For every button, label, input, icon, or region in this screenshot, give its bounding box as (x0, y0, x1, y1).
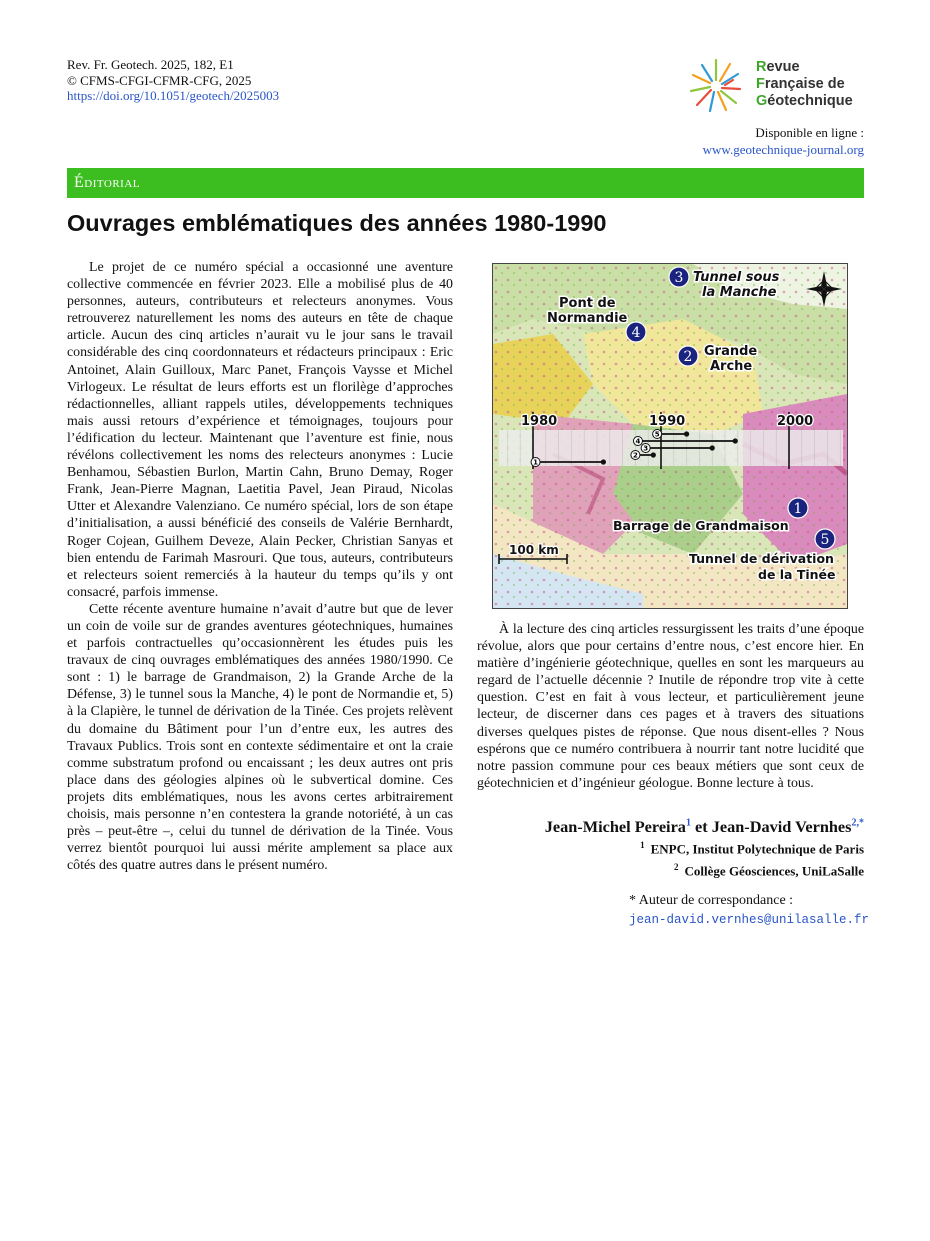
project-marker-4 (626, 322, 646, 342)
timeline-year-label: 1990 (649, 414, 686, 429)
author-name: Jean-David Vernhes (711, 817, 852, 836)
timeline-bar-end (601, 459, 606, 464)
right-column (477, 621, 864, 792)
project-label: de la Tinée (758, 567, 836, 582)
timeline-bar-label: 4 (635, 437, 641, 446)
svg-text:4: 4 (631, 325, 641, 341)
timeline-bar-end (684, 431, 689, 436)
project-marker-5 (815, 529, 835, 549)
svg-text:3: 3 (674, 270, 684, 286)
journal-website-link[interactable]: www.geotechnique-journal.org (702, 142, 864, 157)
author-name: Jean-Michel Pereira (544, 817, 686, 836)
timeline-bar-label: 5 (654, 430, 660, 439)
authors-line: Jean-Michel Pereira$^1$ et Jean-David Vernhes$^{2,*}$ (544, 817, 864, 836)
paragraph: À la lecture des cinq articles ressurgissent les traits d’une époque révolue, alors que pour certains d’entre nous, c’est encore hier. En matière d’ingénierie géotechnique, quelles en sont les marqueurs au regard de l’actuelle décennie ? Inutile de répondre trop vite à cette question. C’est en fait à vous lecteur, et particulièrement jeune lecteur, de discerner dans ces pages et à travers des situations diverses quelques pistes de réponse. Que nous disent-elles ? Nous espérons que ce numéro contribuera à nourrir tant notre lucidité que notre passion commune pour ces beaux métiers que sont ceux de géotechnicien et d’ingénieur géologue. Bonne lecture à tous. (477, 622, 864, 791)
project-label: Normandie (547, 311, 628, 326)
citation-block (67, 57, 279, 104)
timeline-bar-label: 2 (632, 451, 638, 460)
geological-map (493, 264, 847, 608)
timeline-bar-label: 3 (643, 444, 649, 453)
project-marker-2 (678, 346, 698, 366)
project-label: Pont de (559, 296, 616, 311)
author-affiliation-ref: 2,* (851, 817, 864, 829)
affiliation: $^2$ Collège Géosciences, UniLaSalle (674, 862, 864, 879)
project-label: Tunnel de dérivation (689, 551, 834, 566)
timeline-bar-end (651, 452, 656, 457)
project-label: Arche (710, 359, 753, 374)
project-map-figure (492, 263, 848, 609)
correspondence-label: * Auteur de correspondance : (629, 893, 794, 908)
project-label: Grande (704, 344, 758, 359)
availability-block (703, 124, 864, 158)
project-label: la Manche (702, 285, 777, 300)
timeline-bar-end (733, 438, 738, 443)
svg-text:5: 5 (820, 532, 830, 548)
article-title: Ouvrages emblématiques des années 1980-1990 (67, 210, 607, 236)
paragraph: Cette récente aventure humaine n’avait d’autre but que de lever un coin de voile sur de grandes aventures géotechniques, humaines et parfois contractuelles qu’occasionnèrent les études puis les travaux de cinq ouvrages emblématiques des années 1980/1990. Ce sont : 1) le barrage de Grandmaison, 2) la Grande Arche de la Défense, 3) le tunnel sous la Manche, 4) le pont de Normandie et, 5) à la Clapière, le tunnel de dérivation de la Tinée. Ces projets relèvent du domaine du Bâtiment pour l’un d’entre eux, les autres des Travaux Publics. Trois sont en contexte sédimentaire et ont la craie comme substratum profond ou encaissant ; les deux autres ont pris place dans des géologies alpines où le subvertical domine. Ces projets dits emblématiques, nous les avons certes arbitrairement choisis, mais personne n’en contestera la grande notoriété, à un cas près – peut-être –, celui du tunnel de dérivation de la Tinée. Vous verrez bientôt pourquoi lui aussi mérite amplement sa place aux côtés des quatre autres dans le présent numéro. (67, 601, 453, 874)
affiliation: $^1$ ENPC, Institut Polytechnique de Paris (640, 840, 864, 857)
project-label: Barrage de Grandmaison (613, 518, 789, 533)
correspondence-email-link[interactable]: jean-david.vernhes@unilasalle.fr (629, 913, 870, 927)
svg-text:1: 1 (793, 501, 803, 517)
journal-logo-text: Revue Française de Géotechnique (756, 59, 853, 109)
svg-text:2: 2 (683, 349, 693, 365)
timeline-bar-end (710, 445, 715, 450)
paragraph: Le projet de ce numéro spécial a occasionné une aventure collective commencée en février 2023. Elle a mobilisé plus de 40 personnes, auteurs, contributeurs et relecteurs anonymes. Vous retrouverez naturellement les noms des auteurs en tête de chaque article. Aucun des cinq articles n’aurait vu le jour sans le travail considérable des cinq coordonnateurs et rédacteurs principaux : Eric Antoinet, Alain Guilloux, Marc Panet, François Vaysse et Michel Virlogeux. Le résultat de leurs efforts est un florilège d’approches rédactionnelles, alliant rappels utiles, développements techniques mais aussi retours d’expérience et témoignages, toujours pour l’édification du lecteur. Maintenant que l’aventure est finie, nous révélons collectivement les noms des relecteurs anonymes : Lucie Benhamou, Sébastien Burlon, Martin Cahn, Bruno Demay, Roger Frank, Jean-Pierre Magnan, Laetitia Pavel, Jean Piraud, Nicolas Utter et Alexandre Valenziano. Ce numéro spécial, lors de son étape d’initialisation, a aussi bénéficié des conseils de Valérie Bernhardt, Roger Cojean, Guilhem Deveze, Alain Pecker, Christian Sanyas et bien entendu de Farimah Masrouri. Que tous, auteurs, contributeurs et relecteurs soient remerciés à la hauteur du temps qu’ils y ont consacré, parfois immense. (67, 260, 453, 600)
scale-label: 100 km (509, 543, 559, 557)
author-affiliation-ref: 1 (685, 817, 691, 829)
project-label: Tunnel sous (693, 270, 780, 285)
timeline-year-label: 2000 (777, 414, 814, 429)
section-banner (67, 168, 864, 198)
timeline-bar-label: 1 (533, 458, 538, 467)
citation-journal: Rev. Fr. Geotech. 2025, 182, E1 (67, 57, 234, 72)
section-label: Éditorial (74, 174, 141, 191)
timeline-year-label: 1980 (521, 414, 558, 429)
project-marker-1 (788, 498, 808, 518)
citation-copyright: © CFMS-CFGI-CFMR-CFG, 2025 (67, 72, 252, 88)
left-column (67, 259, 453, 874)
doi-link[interactable]: https://doi.org/10.1051/geotech/2025003 (67, 88, 280, 103)
project-marker-3 (669, 267, 689, 287)
availability-label: Disponible en ligne : (755, 125, 864, 140)
